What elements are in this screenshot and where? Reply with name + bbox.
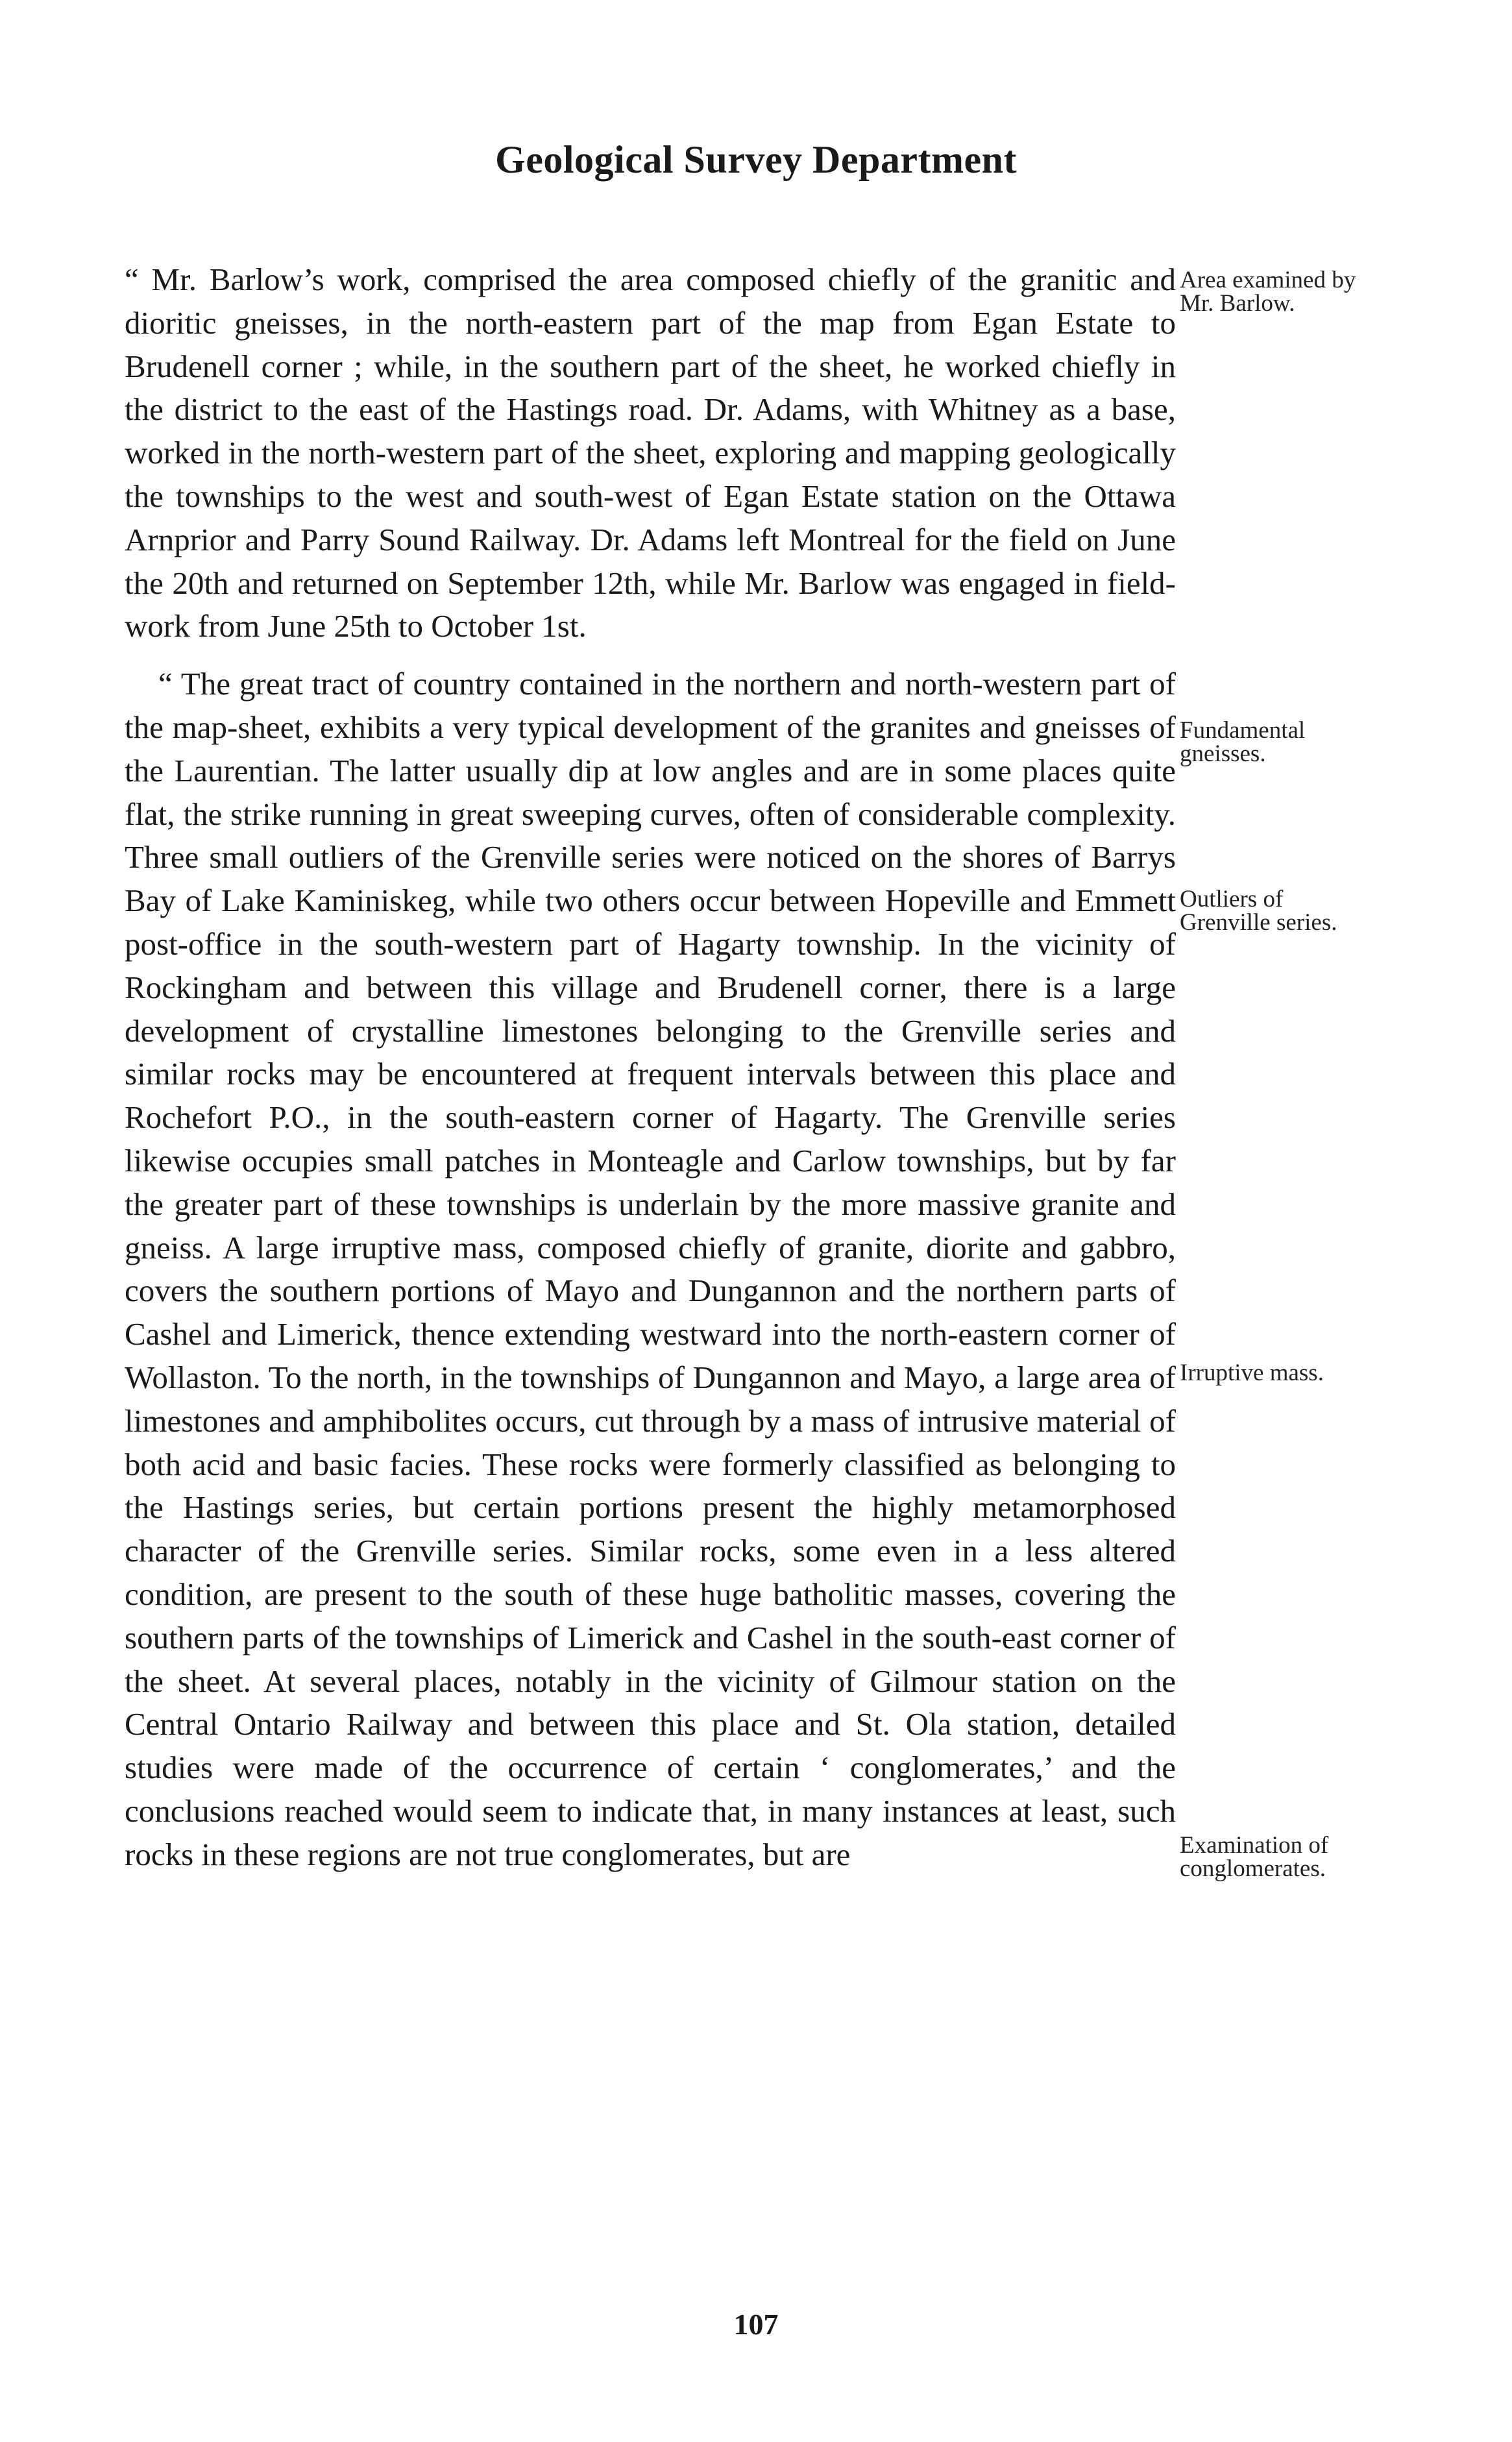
side-note-fundamental-gneisses: Fundamental gneisses.	[1180, 717, 1306, 767]
paragraph-barlow-adams-work: “ Mr. Barlow’s work, comprised the area composed chiefly of the granitic and dioritic gneisses, in the north-eastern part of the map from Egan Estate to Brudenell corner ; while, in the southern part of the sheet, he worked chiefly in the district to the east of the Hastings road. Dr. Adams, with Whitney as a base, worked in the north-western part of the sheet, exploring and mapping geologically the townships to the west and south-west of Egan Estate station on the Ottawa Arnprior and Parry Sound Railway. Dr. Adams left Montreal for the field on June the 20th and returned on September 12th, while Mr. Barlow was engaged in field-work from June 25th to October 1st.	[125, 262, 1176, 644]
side-note-conglomerates: Examination of conglomerates.	[1180, 1832, 1329, 1882]
main-text-column	[125, 258, 1176, 1876]
side-note-area-examined: Area examined by Mr. Barlow.	[1180, 267, 1356, 317]
paragraph-laurentian-geology: “ The great tract of country contained in the northern and north-western part of the map-sheet, exhibits a very typical development of the granites and gneisses of the Laurentian. The latter usually dip at low angles and are in some places quite flat, the strike running in great sweeping curves, often of considerable complexity. Three small outliers of the Grenville series were noticed on the shores of Barrys Bay of Lake Kaminiskeg, while two others occur between Hopeville and Emmett post-office in the south-western part of Hagarty township. In the vicinity of Rockingham and between this village and Brudenell corner, there is a large development of crystalline limestones belonging to the Grenville series and similar rocks may be encountered at frequent intervals between this place and Rochefort P.O., in the south-eastern corner of Hagarty. The Grenville series likewise occupies small patches in Monteagle and Carlow townships, but by far the greater part of these townships is underlain by the more massive granite and gneiss. A large irruptive mass, composed chiefly of granite, diorite and gabbro, covers the southern portions of Mayo and Dungannon and the northern parts of Cashel and Limerick, thence extending westward into the north-eastern corner of Wollaston. To the north, in the townships of Dungannon and Mayo, a large area of limestones and amphibolites occurs, cut through by a mass of intrusive material of both acid and basic facies. These rocks were formerly classified as belonging to the Hastings series, but certain portions present the highly metamorphosed character of the Grenville series. Similar rocks, some even in a less altered condition, are present to the south of these huge batholitic masses, covering the southern parts of the townships of Limerick and Cashel in the south-east corner of the sheet. At several places, notably in the vicinity of Gilmour station on the Central Ontario Railway and between this place and St. Ola station, detailed studies were made of the occurrence of certain ‘ conglomerates,’ and the conclusions reached would seem to indicate that, in many instances at least, such rocks in these regions are not true conglomerates, but are	[125, 666, 1176, 1872]
side-note-grenville-outliers: Outliers of Grenville series.	[1180, 886, 1337, 936]
side-note-irruptive-mass: Irruptive mass.	[1180, 1360, 1324, 1386]
page-title: Geological Survey Department	[495, 138, 1017, 181]
page-number: 107	[733, 2308, 779, 2341]
